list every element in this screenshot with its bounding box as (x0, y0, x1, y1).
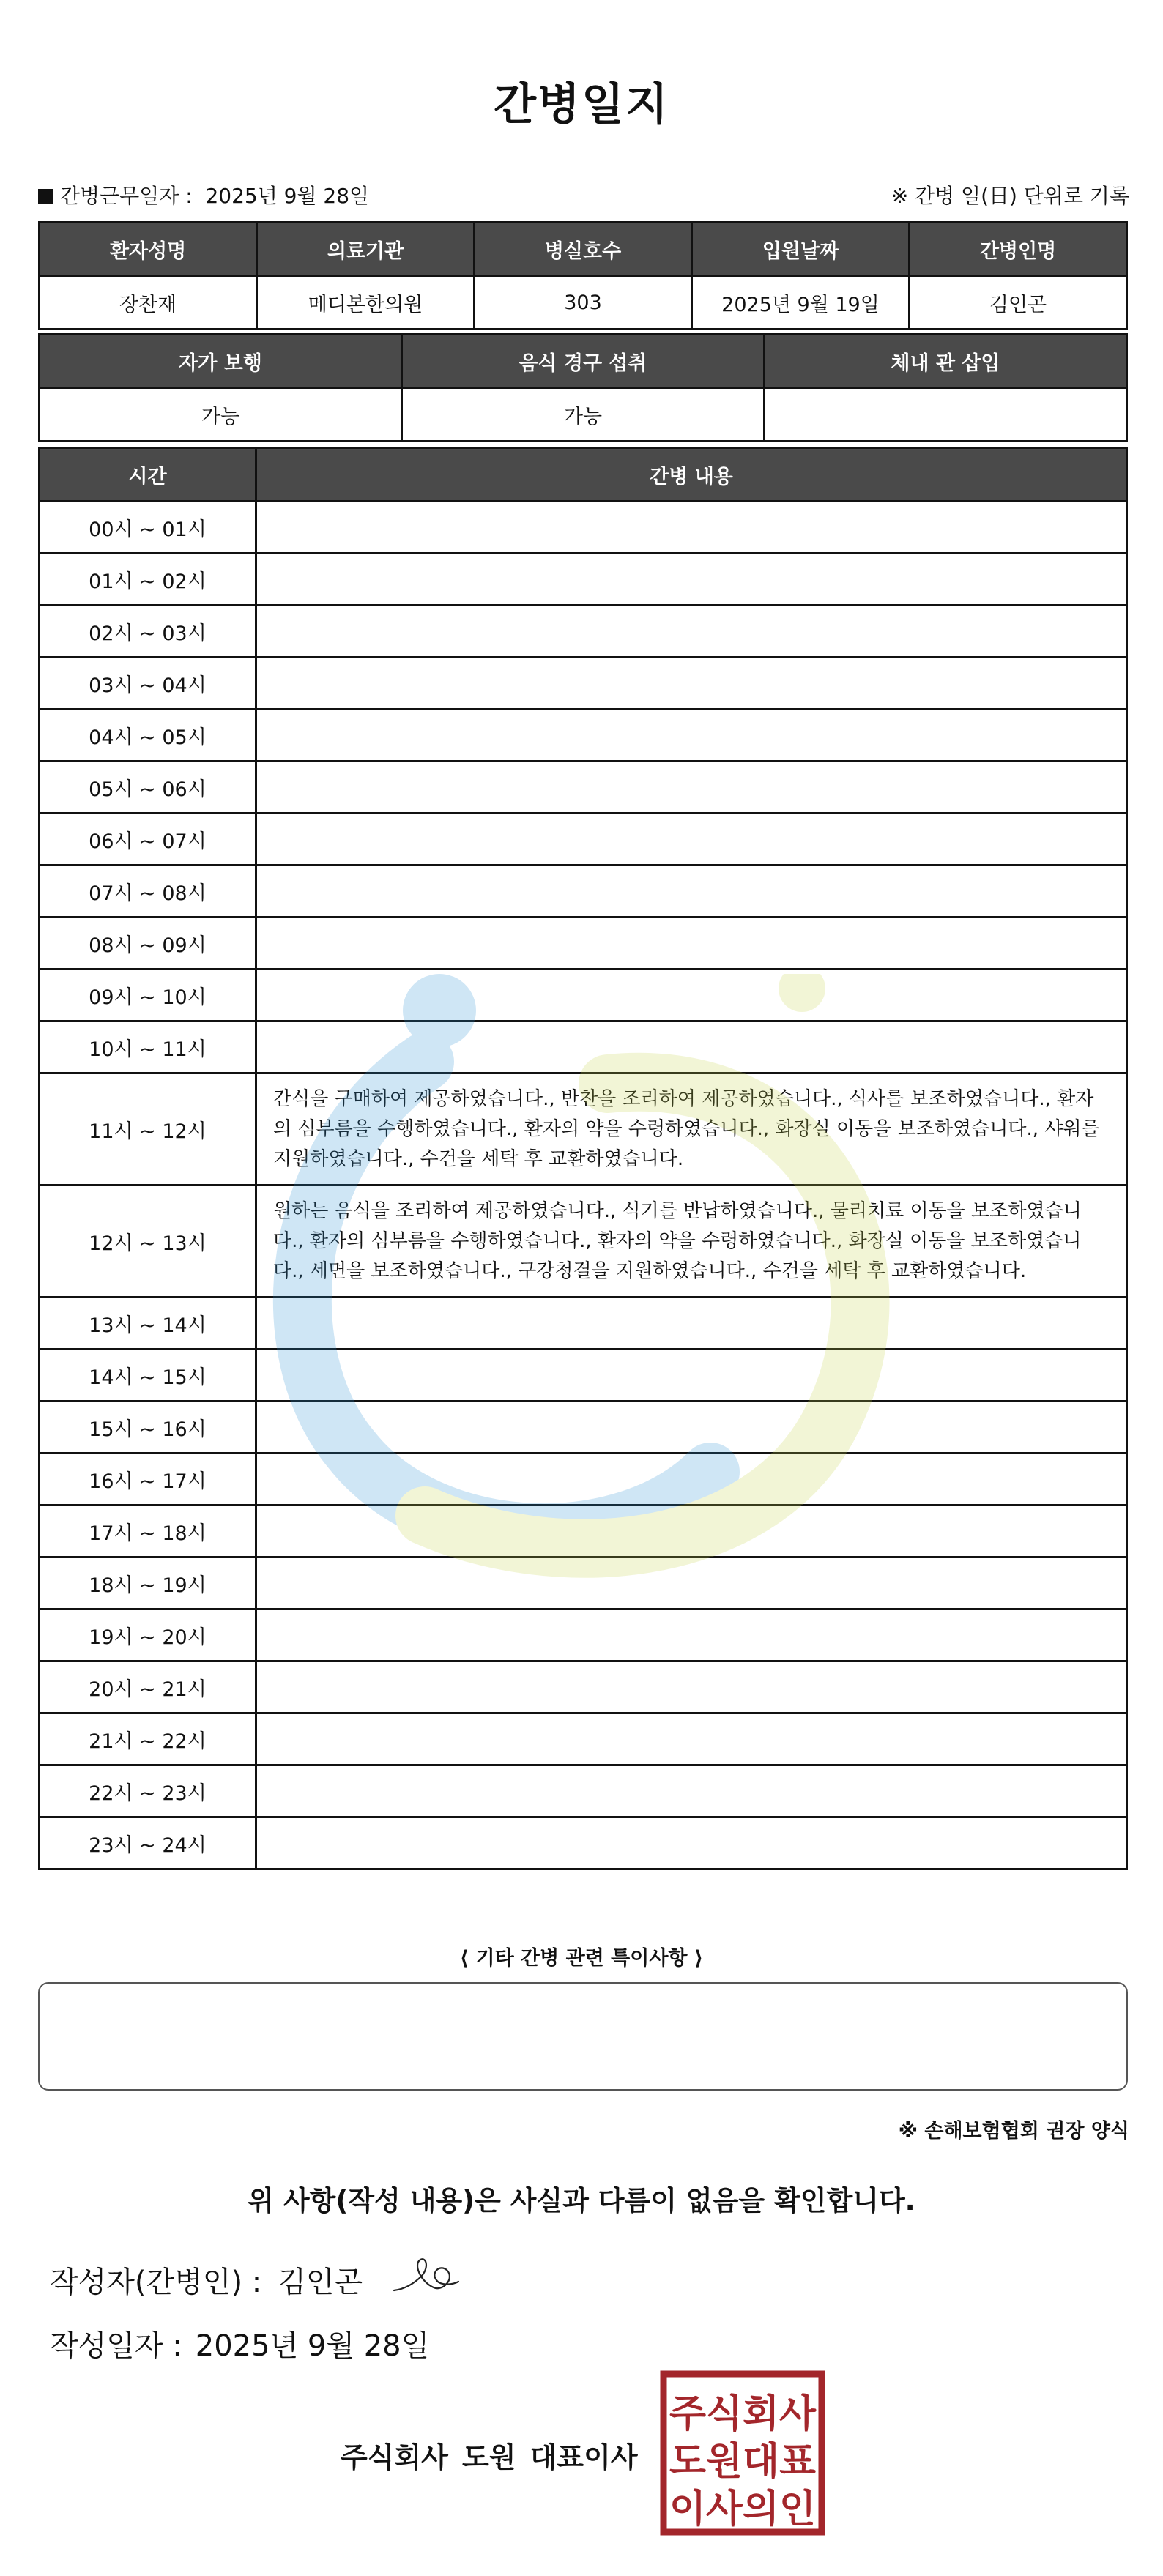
header-care-content: 간병 내용 (256, 448, 1127, 502)
care-content-cell (256, 658, 1127, 710)
self-walking: 가능 (40, 388, 402, 442)
care-content-cell (256, 1817, 1127, 1869)
company-seal (659, 2370, 826, 2536)
time-slot-cell: 17시 ~ 18시 (40, 1505, 256, 1557)
care-content-cell (256, 762, 1127, 814)
table-row (40, 1505, 1127, 1557)
care-content-cell (256, 1765, 1127, 1817)
time-slot-cell: 05시 ~ 06시 (40, 762, 256, 814)
table-row (40, 554, 1127, 606)
care-log-table (38, 447, 1128, 1870)
header-patient-name: 환자성명 (40, 223, 257, 276)
care-content-cell (256, 1021, 1127, 1073)
time-slot-cell: 11시 ~ 12시 (40, 1073, 256, 1185)
header-institution: 의료기관 (257, 223, 475, 276)
patient-name: 장찬재 (40, 276, 257, 330)
header-time: 시간 (40, 448, 256, 502)
care-content-cell (256, 710, 1127, 762)
special-notes-label: ⟨ 기타 간병 관련 특이사항 ⟩ (459, 1947, 704, 1970)
confirmation-statement: 위 사항(작성 내용)은 사실과 다름이 없음을 확인합니다. (248, 2185, 915, 2216)
table-row (40, 1609, 1127, 1661)
recommended-form-note: ※ 손해보험협회 권장 양식 (898, 2120, 1129, 2143)
admission-date: 2025년 9월 19일 (692, 276, 910, 330)
document-title: 간병일지 (494, 79, 669, 130)
patient-status-table (38, 333, 1128, 442)
time-slot-cell: 18시 ~ 19시 (40, 1557, 256, 1609)
work-date-value: 2025년 9월 28일 (205, 184, 370, 208)
header-room-number: 병실호수 (475, 223, 692, 276)
care-content-cell (256, 606, 1127, 658)
care-content-cell (256, 866, 1127, 917)
table-row (40, 1350, 1127, 1401)
care-content-cell (256, 1453, 1127, 1505)
table-row (40, 1765, 1127, 1817)
time-slot-cell: 03시 ~ 04시 (40, 658, 256, 710)
writer-line (50, 2259, 363, 2301)
daily-record-note: ※ 간병 일(日) 단위로 기록 (891, 184, 1129, 208)
time-slot-cell: 13시 ~ 14시 (40, 1298, 256, 1350)
institution: 메디본한의원 (257, 276, 475, 330)
time-slot-cell: 07시 ~ 08시 (40, 866, 256, 917)
table-row (40, 606, 1127, 658)
table-row (40, 658, 1127, 710)
special-notes-box (38, 1982, 1128, 2091)
work-date-line (38, 180, 369, 209)
table-row (40, 762, 1127, 814)
time-slot-cell: 08시 ~ 09시 (40, 917, 256, 969)
table-row (40, 1713, 1127, 1765)
time-slot-cell: 19시 ~ 20시 (40, 1609, 256, 1661)
oral-intake: 가능 (402, 388, 765, 442)
care-content-cell (256, 1401, 1127, 1453)
care-content-cell (256, 1609, 1127, 1661)
table-row (40, 1185, 1127, 1298)
svg-text:주식회사: 주식회사 (669, 2392, 817, 2436)
table-row (40, 814, 1127, 866)
care-content-cell (256, 502, 1127, 554)
time-slot-cell: 20시 ~ 21시 (40, 1661, 256, 1713)
table-row (40, 1298, 1127, 1350)
tube-insertion (765, 388, 1127, 442)
time-slot-cell: 16시 ~ 17시 (40, 1453, 256, 1505)
time-slot-cell: 14시 ~ 15시 (40, 1350, 256, 1401)
writer-label: 작성자(간병인) : (50, 2266, 262, 2299)
time-slot-cell: 21시 ~ 22시 (40, 1713, 256, 1765)
table-row (40, 502, 1127, 554)
care-content-cell (256, 1505, 1127, 1557)
care-content-cell (256, 1661, 1127, 1713)
written-date-line (50, 2323, 429, 2364)
care-content-cell (256, 554, 1127, 606)
time-slot-cell: 23시 ~ 24시 (40, 1817, 256, 1869)
written-date-label: 작성일자 : (50, 2329, 182, 2363)
company-representative: 주식회사 도원 대표이사 (341, 2441, 638, 2473)
care-content-cell: 원하는 음식을 조리하여 제공하였습니다., 식기를 반납하였습니다., 물리치료 이동을 보조하였습니다., 환자의 심부름을 수행하였습니다., 환자의 약을 수령하였습니다., 화장실 이동을 보조하였습니다., 세면을 보조하였습니다., 구강청결을 지원하였습니다., 수건을 세탁 후 교환하였습니다. (256, 1185, 1127, 1298)
time-slot-cell: 09시 ~ 10시 (40, 969, 256, 1021)
patient-info-table (38, 221, 1128, 330)
table-row (40, 1401, 1127, 1453)
table-row (40, 1817, 1127, 1869)
header-oral-intake: 음식 경구 섭취 (402, 335, 765, 388)
table-row (40, 1453, 1127, 1505)
header-caregiver-name: 간병인명 (910, 223, 1127, 276)
time-slot-cell: 06시 ~ 07시 (40, 814, 256, 866)
header-self-walking: 자가 보행 (40, 335, 402, 388)
table-row (40, 1557, 1127, 1609)
time-slot-cell: 10시 ~ 11시 (40, 1021, 256, 1073)
care-content-cell (256, 1298, 1127, 1350)
care-content-cell: 간식을 구매하여 제공하였습니다., 반찬을 조리하여 제공하였습니다., 식사를 보조하였습니다., 환자의 심부름을 수행하였습니다., 환자의 약을 수령하였습니다., 화장실 이동을 보조하였습니다., 샤워를 지원하였습니다., 수건을 세탁 후 교환하였습니다. (256, 1073, 1127, 1185)
table-row (40, 969, 1127, 1021)
svg-text:도원대표: 도원대표 (669, 2440, 816, 2484)
table-row (40, 917, 1127, 969)
handwritten-signature (388, 2249, 461, 2301)
written-date-value: 2025년 9월 28일 (195, 2329, 430, 2363)
time-slot-cell: 01시 ~ 02시 (40, 554, 256, 606)
time-slot-cell: 22시 ~ 23시 (40, 1765, 256, 1817)
header-tube-insertion: 체내 관 삽입 (765, 335, 1127, 388)
table-row (40, 1021, 1127, 1073)
table-row (40, 866, 1127, 917)
svg-text:이사의인: 이사의인 (669, 2487, 816, 2531)
time-slot-cell: 15시 ~ 16시 (40, 1401, 256, 1453)
table-row (40, 1073, 1127, 1185)
table-row (40, 710, 1127, 762)
caregiver-name: 김인곤 (910, 276, 1127, 330)
care-content-cell (256, 969, 1127, 1021)
table-row (40, 1661, 1127, 1713)
time-slot-cell: 04시 ~ 05시 (40, 710, 256, 762)
care-content-cell (256, 1557, 1127, 1609)
header-admission-date: 입원날짜 (692, 223, 910, 276)
time-slot-cell: 00시 ~ 01시 (40, 502, 256, 554)
work-date-label: 간병근무일자 : (60, 184, 193, 208)
time-slot-cell: 12시 ~ 13시 (40, 1185, 256, 1298)
room-number: 303 (475, 276, 692, 330)
care-content-cell (256, 1350, 1127, 1401)
care-content-cell (256, 917, 1127, 969)
writer-name: 김인곤 (278, 2266, 363, 2299)
time-slot-cell: 02시 ~ 03시 (40, 606, 256, 658)
square-bullet-icon (38, 189, 53, 204)
care-content-cell (256, 814, 1127, 866)
care-content-cell (256, 1713, 1127, 1765)
